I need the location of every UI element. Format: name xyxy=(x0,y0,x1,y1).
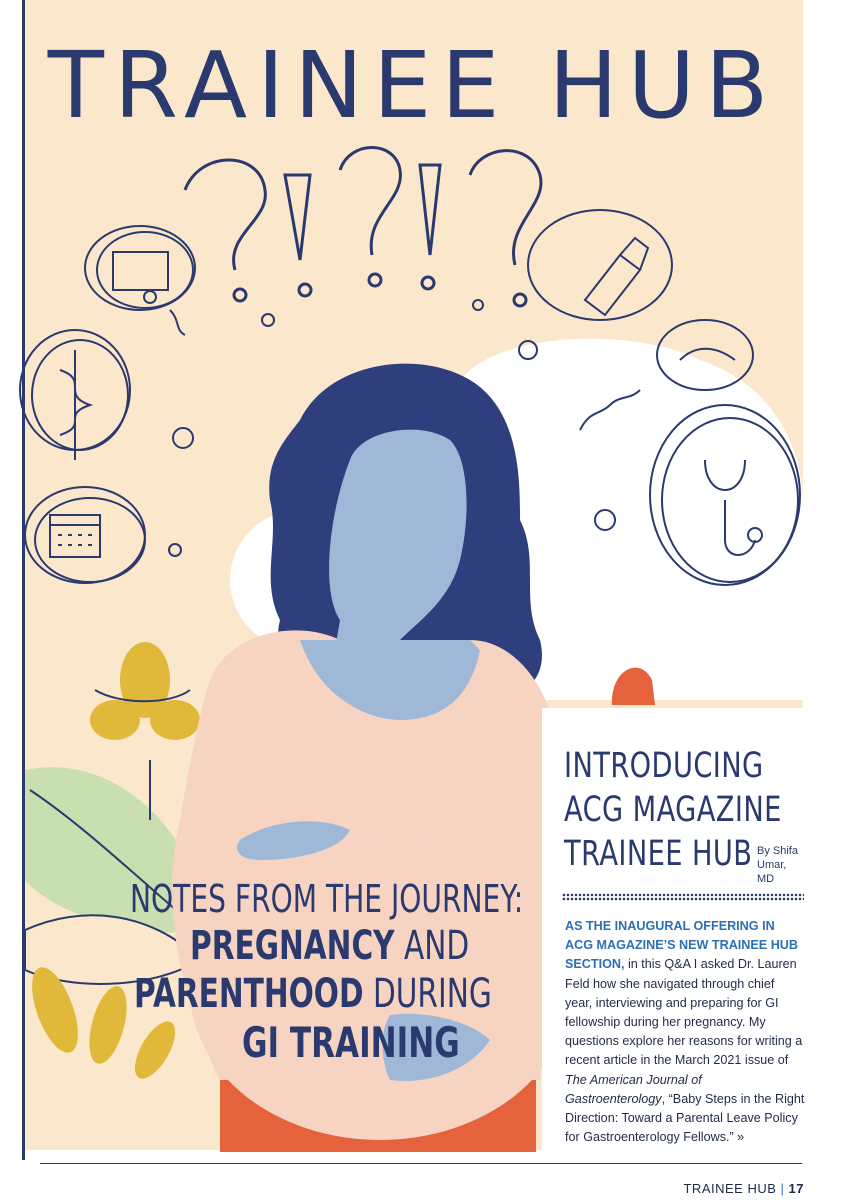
sidebar-body-part-2: , “Baby Steps in the Right Direction: Toward a Parental Leave Policy for Gastroenterology Fellows.” » xyxy=(565,1091,805,1145)
sidebar-title-line-3: TRAINEE HUB xyxy=(564,834,753,874)
footer-rule xyxy=(40,1163,802,1164)
dotted-divider xyxy=(562,893,804,901)
footer-section: TRAINEE HUB xyxy=(683,1181,777,1196)
page-number: 17 xyxy=(788,1181,804,1196)
sidebar-lead: AS THE INAUGURAL OFFERING IN ACG MAGAZINE’S NEW TRAINEE HUB SECTION, xyxy=(565,919,798,972)
feature-headline xyxy=(130,876,540,1068)
byline-line-2: Umar, MD xyxy=(757,859,787,885)
feature-word-and: AND xyxy=(404,923,470,969)
byline-line-1: By Shifa xyxy=(757,845,798,857)
sidebar-title-line-1: INTRODUCING xyxy=(564,746,764,786)
feature-line-3 xyxy=(134,970,492,1018)
feature-line-4: GI TRAINING xyxy=(242,1018,460,1067)
masthead-title: TRAINEE HUB xyxy=(47,32,779,139)
sidebar-title-line-2: ACG MAGAZINE xyxy=(564,790,782,830)
feature-word-pregnancy: PREGNANCY xyxy=(190,923,395,969)
footer-separator: | xyxy=(780,1181,785,1196)
feature-line-2 xyxy=(190,922,470,970)
sidebar-body-part-1: in this Q&A I asked Dr. Lauren Feld how she navigated through chief year, interviewing and preparing for GI fellowship during her pregnancy. My questions explore her reasons for writing a recent article in the March 2021 issue of xyxy=(565,957,803,1068)
feature-kicker: NOTES FROM THE JOURNEY: xyxy=(130,877,524,921)
page-footer xyxy=(683,1181,804,1196)
journal-title: The American Journal of Gastroenterology xyxy=(565,1072,702,1106)
left-border-rule xyxy=(22,0,25,1160)
byline xyxy=(757,844,805,886)
sidebar-body xyxy=(565,917,805,1147)
feature-word-during: DURING xyxy=(372,971,492,1017)
feature-word-parenthood: PARENTHOOD xyxy=(134,971,364,1017)
